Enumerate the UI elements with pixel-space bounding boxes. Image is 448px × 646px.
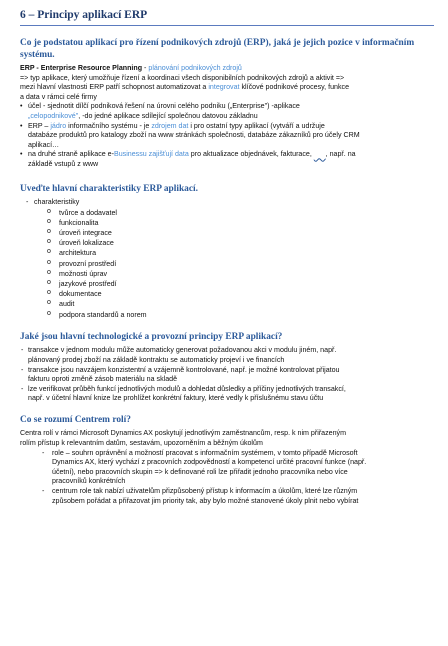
list-item: o podpora standardů a norem xyxy=(47,310,434,320)
principle-3-line-1: - lze verifikovat průběh funkcí jednotlivých modulů a dohledat důsledky a příčiny jednotlivých transakcí, xyxy=(28,384,346,393)
s1-bullet-3 xyxy=(20,150,434,169)
section-1-heading: Co je podstatou aplikací pro řízení podnikových zdrojů (ERP), jaká je jejich pozice v informačním systému. xyxy=(20,38,415,60)
s1-bullet-1 xyxy=(20,102,434,121)
list-item: o architektura xyxy=(47,248,434,258)
section-erp-characteristics xyxy=(20,184,434,320)
s1-bullet-3-line-2: základě vstupů z www xyxy=(28,159,99,168)
s1-bullet-2-b: informačního systému - je xyxy=(68,121,150,130)
s4-line-1: Centra rolí v rámci Microsoft Dynamics AX poskytují jednotlivým zaměstnancům, resp. k nim přiřazeným xyxy=(20,429,347,438)
s1-bullet-2-line-3: aplikací… xyxy=(28,140,60,149)
section-erp-essence xyxy=(20,38,434,170)
role-definition-line-1: - role – souhrn oprávnění a možností pracovat s informačním systémem, v tomto případě Microsoft xyxy=(52,448,358,457)
characteristics-list xyxy=(20,208,434,320)
list-item: o audit xyxy=(47,299,434,309)
s1-line-1: => typ aplikace, který umožňuje řízení a koordinaci všech disponibilních podnikových zdrojů a aktivit => xyxy=(20,73,345,82)
erp-definition: ERP - Enterprise Resource Planning - plánování podnikových zdrojů xyxy=(20,64,242,72)
list-item: o tvůrce a dodavatel xyxy=(47,208,434,218)
principle-2-line-1: - transakce jsou navzájem konzistentní a vzájemně kontrolované, např. je možné kontrolovat přijatou xyxy=(28,365,340,374)
role-center-line-1: - centrum role tak nabízí uživatelům přizpůsobený přístup k informacím a úkolům, které lze různým xyxy=(52,486,358,495)
s1-bullet-2-highlight-1: jádro xyxy=(50,121,67,130)
erp-definition-highlight: plánování podnikových zdrojů xyxy=(148,64,242,72)
list-item: o funkcionalita xyxy=(47,218,434,228)
s1-bullet-2-line-2: databáze produktů pro katalogy zboží na www stránkách společnosti, databáze zákazníků pro účely CRM xyxy=(28,131,360,140)
role-definition-line-3: účetní), nebo pracovních skupin => k definované roli lze přiřadit jednoho pracovníka nebo více xyxy=(52,467,348,476)
list-item: o dokumentace xyxy=(47,289,434,299)
list-item: o úroveň lokalizace xyxy=(47,238,434,248)
spellcheck-mark xyxy=(314,150,326,158)
section-erp-principles xyxy=(20,332,434,404)
role-center-description xyxy=(42,487,434,506)
s1-line-2-b: klíčové podnikové procesy, funkce xyxy=(241,83,350,92)
s1-bullet-3-b: pro aktualizace objednávek, fakturace, xyxy=(190,150,312,159)
s1-line-2-a: mezi hlavní vlastnosti ERP patří schopnost automatizovat a xyxy=(20,83,207,92)
list-item: o jazykové prostředí xyxy=(47,279,434,289)
role-definition-line-4: pracovníků konkrétních xyxy=(52,477,126,486)
characteristics-dash: - charakteristiky xyxy=(20,198,434,208)
principle-1-line-2: plánovaný prodej zboží na základě kontraktu se automaticky projeví i ve financích xyxy=(28,355,285,364)
principle-2 xyxy=(20,366,434,385)
s1-bullet-1-a: účel - sjednotit dílčí podniková řešení na úrovni celého podniku („Enterprise") -aplikace xyxy=(28,102,300,111)
s1-bullet-2 xyxy=(20,122,434,151)
section-role-center xyxy=(20,415,434,506)
section-4-heading: Co se rozumí Centrem rolí? xyxy=(20,414,131,425)
list-item: o možnosti úprav xyxy=(47,269,434,279)
s1-bullet-3-a: na druhé straně aplikace e- xyxy=(28,150,114,159)
s1-bullet-2-a: ERP – xyxy=(28,121,49,130)
s1-bullet-3-highlight: Businessu zajišťují data xyxy=(113,150,189,159)
erp-definition-term: ERP - Enterprise Resource Planning xyxy=(20,64,143,72)
s4-line-2: rolím přístup k relevantním datům, sestavám, upozorněním a běžným úkolům xyxy=(20,439,263,448)
list-item: o úroveň integrace xyxy=(47,228,434,238)
s1-bullet-1-b: , -do jedné aplikace sdílející společnou datovou základnu xyxy=(78,111,258,120)
principle-1-line-1: - transakce v jednom modulu může automaticky generovat požadovanou akci v modulu jiném, např. xyxy=(28,346,337,355)
s1-bullet-2-c: i pro ostatní typy aplikací (vytváří a udržuje xyxy=(190,121,325,130)
s1-line-2 xyxy=(20,83,434,93)
role-definition xyxy=(42,449,434,487)
page-title: 6 – Principy aplikací ERP xyxy=(20,8,434,26)
s1-line-3: a data v rámci celé firmy xyxy=(20,92,97,101)
role-definition-line-2: Dynamics AX, který vychází z pracovních zodpovědností a kompetencí určité pracovní funkce (např. xyxy=(52,458,367,467)
principle-3 xyxy=(20,385,434,404)
principle-1 xyxy=(20,346,434,365)
principle-3-line-2: např. v účetní hlavní knize lze prohlížet konkrétní faktury, které vedly k příslušnému stavu účtu xyxy=(28,394,324,403)
section-3-heading: Jaké jsou hlavní technologické a provozní principy ERP aplikací? xyxy=(20,331,283,342)
principle-2-line-2: fakturu oproti změně zásob materiálu na skladě xyxy=(28,375,178,384)
list-item: o provozní prostředí xyxy=(47,259,434,269)
section-2-heading: Uveďte hlavní charakteristiky ERP aplikací. xyxy=(20,183,198,194)
s1-bullet-3-c: , např. na xyxy=(325,150,356,159)
s1-bullet-1-highlight: „celopodnikové" xyxy=(28,111,79,120)
s1-bullet-2-highlight-2: zdrojem dat xyxy=(151,121,189,130)
role-center-line-2: způsobem pořádat a přiřazovat jim priority tak, aby bylo možné stanovené úkoly plnit nebo vybírat xyxy=(52,496,359,505)
s1-line-2-highlight: integrovat xyxy=(208,83,240,92)
